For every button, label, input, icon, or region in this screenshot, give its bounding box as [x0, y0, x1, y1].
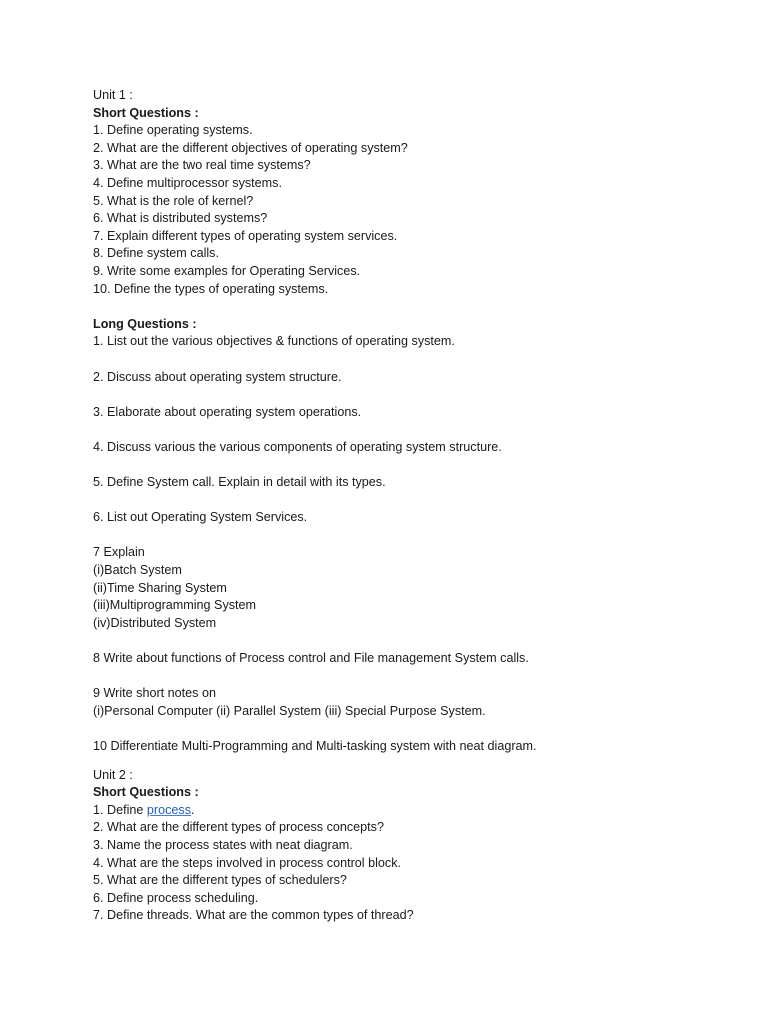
long-question-9-detail: (i)Personal Computer (ii) Parallel System (iii) Special Purpose System. [93, 703, 486, 718]
list-item: 6. What is distributed systems? [93, 211, 268, 226]
spacer [93, 668, 733, 686]
list-item: 10. Define the types of operating systems. [93, 281, 329, 296]
unit1-long-questions-list [93, 333, 733, 755]
long-question-9-intro: 9 Write short notes on [93, 686, 216, 701]
spacer [93, 632, 733, 650]
spacer [93, 720, 733, 738]
spacer [93, 492, 733, 510]
spacer [93, 351, 733, 369]
long-question-7-item: (iii)Multiprogramming System [93, 598, 257, 613]
spacer [93, 421, 733, 439]
long-question-2: 2. Discuss about operating system structure. [93, 369, 342, 384]
long-question-7-item: (i)Batch System [93, 563, 182, 578]
unit2-title: Unit 2 : [93, 767, 133, 782]
unit1-short-questions-list [93, 122, 733, 298]
unit1-title: Unit 1 : [93, 88, 133, 102]
unit2-short-questions-heading: Short Questions : [93, 785, 199, 800]
list-item: 3. Name the process states with neat diagram. [93, 837, 353, 852]
long-question-7-intro: 7 Explain [93, 545, 145, 560]
unit1-long-questions-heading: Long Questions : [93, 316, 197, 331]
unit2-section [93, 758, 733, 925]
document-page [93, 87, 733, 925]
list-item: 9. Write some examples for Operating Services. [93, 263, 361, 278]
long-question-7-item: (iv)Distributed System [93, 615, 217, 630]
list-item: 8. Define system calls. [93, 246, 219, 261]
long-question-7-item: (ii)Time Sharing System [93, 580, 227, 595]
long-question-5: 5. Define System call. Explain in detail with its types. [93, 475, 386, 490]
process-link[interactable]: process [146, 802, 192, 817]
long-question-3: 3. Elaborate about operating system operations. [93, 404, 362, 419]
long-question-8: 8 Write about functions of Process control and File management System calls. [93, 651, 529, 665]
spacer [93, 527, 733, 545]
list-item: 4. Define multiprocessor systems. [93, 175, 282, 190]
list-item: 2. What are the different types of process concepts? [93, 820, 384, 835]
spacer [93, 386, 733, 404]
unit1-short-questions-heading: Short Questions : [93, 105, 199, 120]
spacer [93, 456, 733, 474]
unit2-question-1 [93, 802, 733, 820]
long-question-10: 10 Differentiate Multi-Programming and Multi-tasking system with neat diagram. [93, 738, 537, 753]
long-question-4: 4. Discuss various the various components of operating system structure. [93, 439, 502, 454]
list-item: 1. Define operating systems. [93, 123, 253, 138]
question-prefix: 1. Define [93, 802, 147, 817]
list-item: 6. Define process scheduling. [93, 890, 259, 905]
question-suffix: . [191, 802, 195, 817]
list-item: 7. Define threads. What are the common types of thread? [93, 908, 414, 923]
list-item: 4. What are the steps involved in process control block. [93, 855, 401, 870]
list-item: 3. What are the two real time systems? [93, 158, 311, 173]
long-question-6: 6. List out Operating System Services. [93, 510, 308, 525]
spacer [93, 758, 733, 767]
spacer [93, 298, 733, 316]
list-item: 5. What are the different types of schedulers? [93, 873, 347, 888]
long-question-1: 1. List out the various objectives & functions of operating system. [93, 334, 455, 349]
list-item: 5. What is the role of kernel? [93, 193, 254, 208]
list-item: 2. What are the different objectives of operating system? [93, 140, 408, 155]
list-item: 7. Explain different types of operating system services. [93, 228, 398, 243]
